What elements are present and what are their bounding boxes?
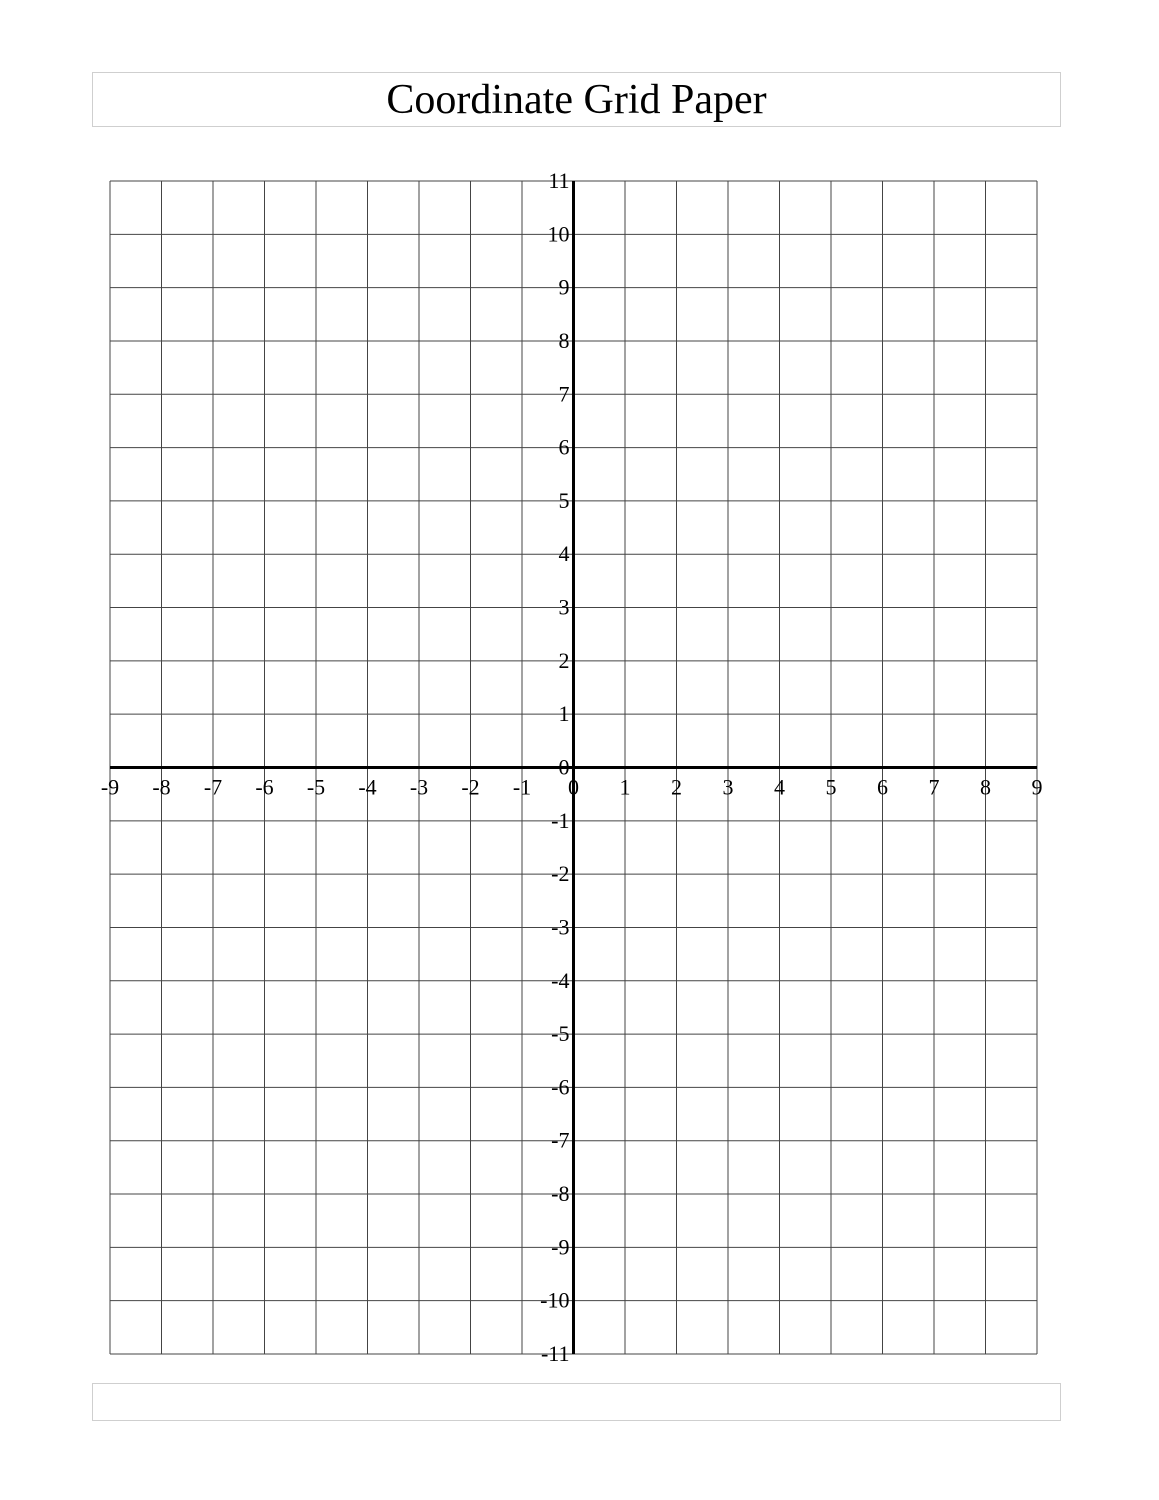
y-tick-label: 5 [558, 487, 570, 513]
y-tick-label: -8 [551, 1181, 570, 1207]
y-tick-label: 0 [558, 754, 570, 780]
x-tick-label: 8 [980, 774, 991, 800]
x-tick-label: -1 [512, 774, 532, 800]
x-tick-label: -6 [255, 774, 274, 800]
y-tick-label: 3 [558, 594, 570, 620]
x-tick-label: 7 [928, 774, 940, 800]
y-tick-label: 7 [558, 381, 570, 407]
x-tick-labels [101, 775, 1043, 800]
y-tick-label: -5 [551, 1021, 570, 1047]
y-tick-label: 8 [558, 327, 570, 353]
y-tick-label: 10 [547, 221, 570, 247]
x-tick-label: -2 [461, 774, 480, 800]
y-tick-label: 11 [548, 168, 570, 193]
footer-box [92, 1383, 1061, 1421]
y-tick-label: -4 [551, 967, 570, 993]
y-tick-label: -3 [551, 914, 570, 940]
y-tick-label: -6 [551, 1074, 570, 1100]
y-tick-label: 6 [558, 434, 570, 460]
x-tick-label: 4 [774, 774, 785, 800]
x-tick-label: -9 [100, 774, 120, 800]
y-tick-label: -1 [551, 807, 570, 833]
x-tick-label: -8 [152, 774, 171, 800]
y-tick-label: 9 [558, 274, 570, 300]
x-tick-label: 5 [825, 774, 837, 800]
x-tick-label: 0 [568, 774, 579, 800]
x-tick-label: 6 [877, 774, 888, 800]
y-tick-label: -2 [551, 861, 570, 887]
x-tick-label: -7 [203, 774, 223, 800]
x-tick-label: -3 [409, 774, 429, 800]
y-tick-label: 4 [558, 541, 570, 567]
y-tick-label: 1 [558, 701, 570, 727]
y-tick-label: -10 [540, 1287, 570, 1313]
y-tick-label: 2 [558, 647, 570, 673]
x-tick-label: 2 [671, 774, 682, 800]
x-tick-label: 9 [1031, 774, 1043, 800]
y-tick-label: -7 [551, 1127, 570, 1153]
axes [110, 181, 1037, 1354]
x-tick-label: 3 [722, 774, 734, 800]
y-tick-label: -9 [551, 1234, 570, 1260]
page-title: Coordinate Grid Paper [386, 76, 767, 123]
y-tick-label: -11 [540, 1341, 570, 1366]
x-tick-label: 1 [619, 774, 631, 800]
x-tick-label: -5 [306, 774, 326, 800]
x-tick-label: -4 [358, 774, 377, 800]
